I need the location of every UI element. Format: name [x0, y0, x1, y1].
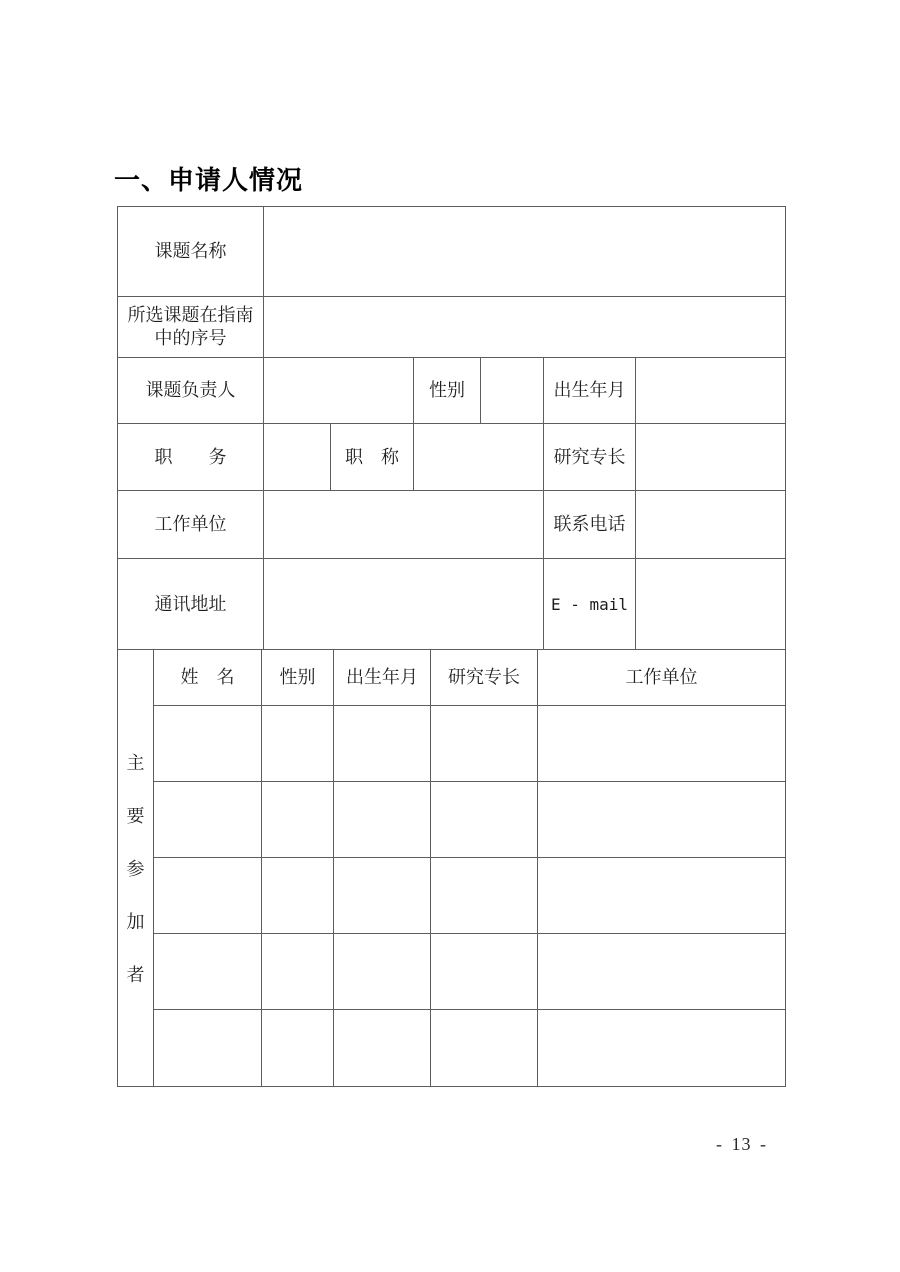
row-work-unit [118, 491, 785, 559]
participants-vertical-label-char: 者 [126, 965, 145, 985]
email-value-cell[interactable] [636, 559, 785, 649]
email-label: E - mail [544, 559, 636, 649]
participant-specialty-cell[interactable] [431, 858, 538, 933]
work-unit-label: 工作单位 [118, 491, 264, 558]
work-unit-value-cell[interactable] [264, 491, 544, 558]
participant-name-cell[interactable] [154, 1010, 262, 1086]
row-project-name [118, 207, 785, 297]
leader-gender-label: 性别 [414, 358, 481, 423]
phone-label: 联系电话 [544, 491, 636, 558]
participant-birth-cell[interactable] [334, 858, 431, 933]
participant-work-unit-cell[interactable] [538, 934, 785, 1009]
participants-vertical-label [118, 650, 154, 1086]
participant-work-unit-cell[interactable] [538, 1010, 785, 1086]
row-position [118, 424, 785, 491]
applicant-info-table [117, 206, 786, 1087]
participant-specialty-cell[interactable] [431, 782, 538, 857]
participant-specialty-cell[interactable] [431, 706, 538, 781]
guide-number-label-line1: 所选课题在指南 [127, 305, 254, 325]
participant-row [154, 858, 785, 934]
row-guide-number [118, 297, 785, 358]
row-address [118, 559, 785, 650]
participants-grid [154, 650, 785, 1086]
participant-work-unit-cell[interactable] [538, 782, 785, 857]
participant-specialty-cell[interactable] [431, 934, 538, 1009]
leader-label: 课题负责人 [118, 358, 264, 423]
participants-col-work-unit: 工作单位 [625, 667, 698, 687]
participant-row [154, 934, 785, 1010]
phone-value-cell[interactable] [636, 491, 785, 558]
leader-birth-value-cell[interactable] [636, 358, 785, 423]
participant-gender-cell[interactable] [262, 934, 334, 1009]
participants-col-birth: 出生年月 [334, 650, 431, 705]
participants-vertical-label-char: 参 [126, 859, 145, 879]
participants-vertical-label-char: 要 [126, 806, 145, 826]
row-leader [118, 358, 785, 424]
participant-birth-cell[interactable] [334, 1010, 431, 1086]
participants-header-row [154, 650, 785, 706]
participant-name-cell[interactable] [154, 782, 262, 857]
participant-row [154, 782, 785, 858]
participants-section [118, 650, 785, 1086]
address-label: 通讯地址 [118, 559, 264, 649]
leader-name-value-cell[interactable] [264, 358, 414, 423]
guide-number-value-cell[interactable] [264, 297, 785, 357]
participant-specialty-cell[interactable] [431, 1010, 538, 1086]
position-value-cell[interactable] [264, 424, 331, 490]
specialty-label: 研究专长 [544, 424, 636, 490]
guide-number-label-line2: 中的序号 [154, 328, 227, 348]
participant-name-cell[interactable] [154, 934, 262, 1009]
participant-birth-cell[interactable] [334, 782, 431, 857]
participant-row [154, 1010, 785, 1086]
participant-gender-cell[interactable] [262, 1010, 334, 1086]
participant-gender-cell[interactable] [262, 858, 334, 933]
specialty-value-cell[interactable] [636, 424, 785, 490]
participants-vertical-label-char: 主 [126, 753, 145, 773]
section-title: 一、申请人情况 [114, 165, 304, 195]
participant-gender-cell[interactable] [262, 782, 334, 857]
participant-birth-cell[interactable] [334, 706, 431, 781]
leader-birth-label: 出生年月 [544, 358, 636, 423]
project-name-value-cell[interactable] [264, 207, 785, 296]
project-name-label: 课题名称 [118, 207, 264, 296]
page-number: - 13 - [716, 1134, 767, 1154]
participant-work-unit-cell[interactable] [538, 706, 785, 781]
participant-name-cell[interactable] [154, 858, 262, 933]
participant-row [154, 706, 785, 782]
leader-gender-value-cell[interactable] [481, 358, 544, 423]
title-rank-value-cell[interactable] [414, 424, 544, 490]
position-label: 职 务 [118, 424, 264, 490]
participant-birth-cell[interactable] [334, 934, 431, 1009]
participants-col-gender: 性别 [262, 650, 334, 705]
participants-col-name: 姓 名 [154, 650, 262, 705]
participant-gender-cell[interactable] [262, 706, 334, 781]
participants-vertical-label-char: 加 [126, 912, 145, 932]
guide-number-label [118, 297, 264, 357]
participant-work-unit-cell[interactable] [538, 858, 785, 933]
title-rank-label: 职 称 [331, 424, 414, 490]
participants-col-specialty: 研究专长 [431, 650, 538, 705]
address-value-cell[interactable] [264, 559, 544, 649]
participant-name-cell[interactable] [154, 706, 262, 781]
